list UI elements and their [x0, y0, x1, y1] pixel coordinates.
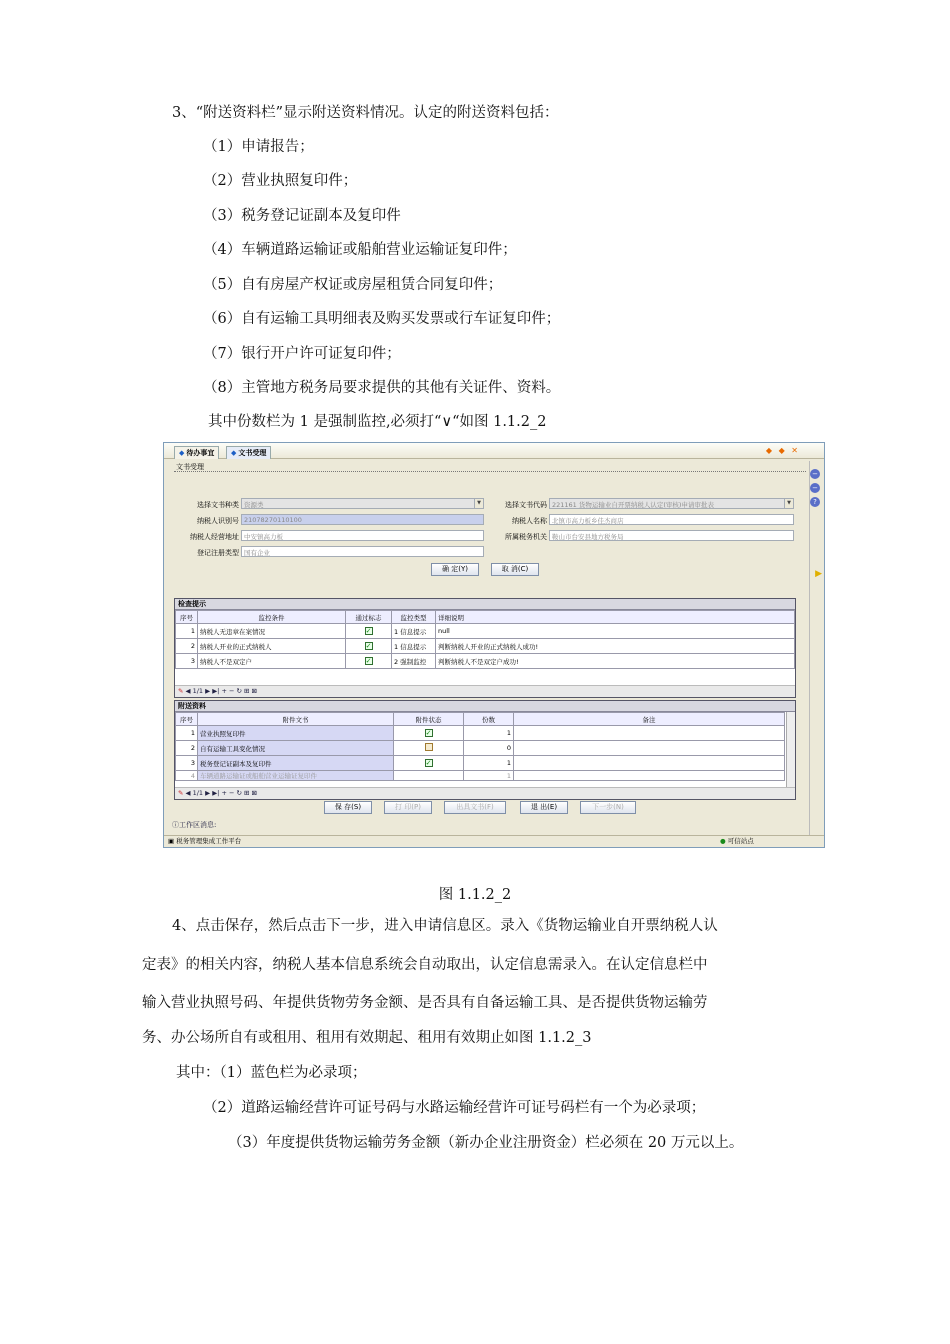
attach-panel: [174, 700, 796, 800]
table-row[interactable]: 1 营业执照复印件 ✓ 1: [176, 726, 785, 741]
app-icon: ▣: [168, 837, 175, 845]
note-line: （2）道路运输经营许可证号码与水路运输经营许可证号码栏有一个为必录项；: [203, 1100, 706, 1116]
list-item: （8）主管地方税务局要求提供的其他有关证件、资料。: [203, 380, 561, 396]
side-toolbar: [810, 469, 822, 511]
chevron-down-icon[interactable]: ▼: [474, 499, 483, 508]
reg-type-input[interactable]: 国有企业: [241, 546, 484, 557]
list-item: （2）营业执照复印件；: [203, 173, 358, 189]
table-row[interactable]: 4 车辆道路运输证或船舶营业运输证复印件 1: [176, 771, 785, 781]
tax-office-label: 所属税务机关: [505, 533, 547, 541]
col-header: 序号: [176, 611, 198, 624]
chevron-down-icon[interactable]: ▼: [784, 499, 793, 508]
app-screenshot: [163, 442, 825, 848]
edit-icon[interactable]: ✎: [178, 789, 184, 797]
pass-checkbox[interactable]: ✓: [365, 657, 372, 665]
figure-note: 其中份数栏为 1 是强制监控,必须打“∨“如图 1.1.2_2: [208, 414, 547, 430]
zone-status: ● 可信站点: [720, 837, 754, 845]
save-button[interactable]: 保 存(S): [324, 801, 372, 814]
table-row[interactable]: 3 纳税人不是双定户 ✓ 2 强制监控 判断纳税人不是双定户成功!: [176, 654, 795, 669]
check-table: [175, 610, 795, 669]
check-panel-title: 检查提示: [175, 599, 795, 610]
col-header: 附件状态: [394, 713, 464, 726]
window-controls[interactable]: ◆ ◆ ✕: [765, 446, 800, 455]
table-row[interactable]: 1 纳税人无违章在案情况 ✓ 1 信息提示 null: [176, 624, 795, 639]
scrollbar[interactable]: [786, 712, 795, 788]
attach-checkbox[interactable]: [425, 743, 433, 751]
list-item: （1）申请报告；: [203, 139, 314, 155]
attach-checkbox[interactable]: ✓: [425, 729, 432, 737]
col-header: 通过标志: [346, 611, 392, 624]
paragraph-line: 4、点击保存，然后点击下一步，进入申请信息区。录入《货物运输业自开票纳税人认: [172, 918, 718, 934]
divider: [809, 461, 810, 841]
attach-checkbox[interactable]: ✓: [425, 759, 432, 767]
list-item: （4）车辆道路运输证或船舶营业运输证复印件；: [203, 242, 517, 258]
cancel-button[interactable]: 取 消(C): [491, 563, 539, 576]
attach-pager[interactable]: ✎ ◀ 1/1 ▶ ▶| + − ↻ ⊞ ⊠: [175, 787, 795, 799]
tab-document-accept[interactable]: ◆ 文书受理: [226, 446, 271, 459]
issue-document-button[interactable]: 出具文书(F): [444, 801, 506, 814]
divider: [174, 471, 806, 472]
info-icon: ⓘ: [172, 821, 179, 829]
remark-cell[interactable]: [514, 756, 785, 771]
col-header: 备注: [514, 713, 785, 726]
print-button[interactable]: 打 印(P): [384, 801, 432, 814]
doc-code-label: 选择文书代码: [505, 501, 547, 509]
list-item: （7）银行开户许可证复印件；: [203, 346, 401, 362]
paragraph-line: 务、办公场所自有或租用、租用有效期起、租用有效期止如图 1.1.2_3: [142, 1030, 592, 1046]
check-circle-icon: ●: [720, 837, 726, 845]
bullet-icon: ◆: [179, 449, 185, 457]
col-header: 份数: [464, 713, 514, 726]
check-pager[interactable]: ✎ ◀ 1/1 ▶ ▶| + − ↻ ⊞ ⊠: [175, 685, 795, 697]
remark-cell[interactable]: [514, 741, 785, 756]
reg-type-label: 登记注册类型: [197, 549, 239, 557]
pass-checkbox[interactable]: ✓: [365, 627, 372, 635]
doc-type-select[interactable]: 资源类 ▼: [241, 498, 484, 509]
address-input[interactable]: 中安镇高力板: [241, 530, 484, 541]
col-header: 监控条件: [198, 611, 346, 624]
attach-panel-title: 附送资料: [175, 701, 795, 712]
doc-code-select[interactable]: 221161 货物运输业自开票纳税人认定(审核)申请审批表 ▼: [549, 498, 794, 509]
doc-type-label: 选择文书种类: [197, 501, 239, 509]
tax-office-input[interactable]: 鞍山市台安县地方税务局: [549, 530, 794, 541]
expand-icon[interactable]: −: [810, 469, 820, 479]
edit-icon[interactable]: ✎: [178, 687, 184, 695]
next-step-button[interactable]: 下一步(N): [580, 801, 636, 814]
check-panel: [174, 598, 796, 698]
bullet-icon: ◆: [231, 449, 237, 457]
table-row[interactable]: 2 纳税人开业的正式纳税人 ✓ 1 信息提示 判断纳税人开业的正式纳税人成功!: [176, 639, 795, 654]
taxpayer-id-label: 纳税人识别号: [197, 517, 239, 525]
taxpayer-name-label: 纳税人名称: [512, 517, 547, 525]
status-bar: [164, 835, 824, 847]
section-heading: 3、“附送资料栏”显示附送资料情况。认定的附送资料包括：: [172, 105, 559, 121]
collapse-icon[interactable]: −: [810, 483, 820, 493]
taxpayer-id-input[interactable]: 21078270110100: [241, 514, 484, 525]
remark-cell[interactable]: [514, 726, 785, 741]
note-line: （3）年度提供货物运输劳务金额（新办企业注册资金）栏必须在 20 万元以上。: [228, 1135, 744, 1151]
confirm-button[interactable]: 确 定(Y): [431, 563, 479, 576]
list-item: （5）自有房屋产权证或房屋租赁合同复印件；: [203, 277, 503, 293]
table-row[interactable]: 2 自有运输工具变化情况 0: [176, 741, 785, 756]
address-label: 纳税人经营地址: [190, 533, 239, 541]
col-header: 附件文书: [198, 713, 394, 726]
list-item: （6）自有运输工具明细表及购买发票或行车证复印件；: [203, 311, 561, 327]
note-line: 其中：（1）蓝色栏为必录项；: [176, 1065, 367, 1081]
col-header: 监控类型: [392, 611, 436, 624]
col-header: 序号: [176, 713, 198, 726]
list-item: （3）税务登记证副本及复印件: [203, 208, 401, 224]
app-status-label: ▣ 税务管理集成工作平台: [168, 837, 242, 845]
exit-button[interactable]: 退 出(E): [520, 801, 568, 814]
taxpayer-name-input[interactable]: 北镇市高力板乡佳杰商店: [549, 514, 794, 525]
attach-table: [175, 712, 785, 781]
tab-todo[interactable]: ◆ 待办事宜: [174, 446, 219, 459]
arrow-right-icon[interactable]: ▶: [815, 569, 822, 579]
paragraph-line: 定表》的相关内容，纳税人基本信息系统会自动取出，认定信息需录入。在认定信息栏中: [142, 957, 708, 973]
table-row[interactable]: 3 税务登记证副本及复印件 ✓ 1: [176, 756, 785, 771]
tab-bar: [164, 443, 824, 459]
paragraph-line: 输入营业执照号码、年提供货物劳务金额、是否具有自备运输工具、是否提供货物运输劳: [142, 995, 708, 1011]
section-title: 文书受理: [176, 463, 204, 471]
help-icon[interactable]: ?: [810, 497, 820, 507]
col-header: 详细说明: [436, 611, 795, 624]
work-message: ⓘ工作区消息:: [172, 821, 217, 829]
figure-caption: 图 1.1.2_2: [438, 887, 512, 903]
pass-checkbox[interactable]: ✓: [365, 642, 372, 650]
